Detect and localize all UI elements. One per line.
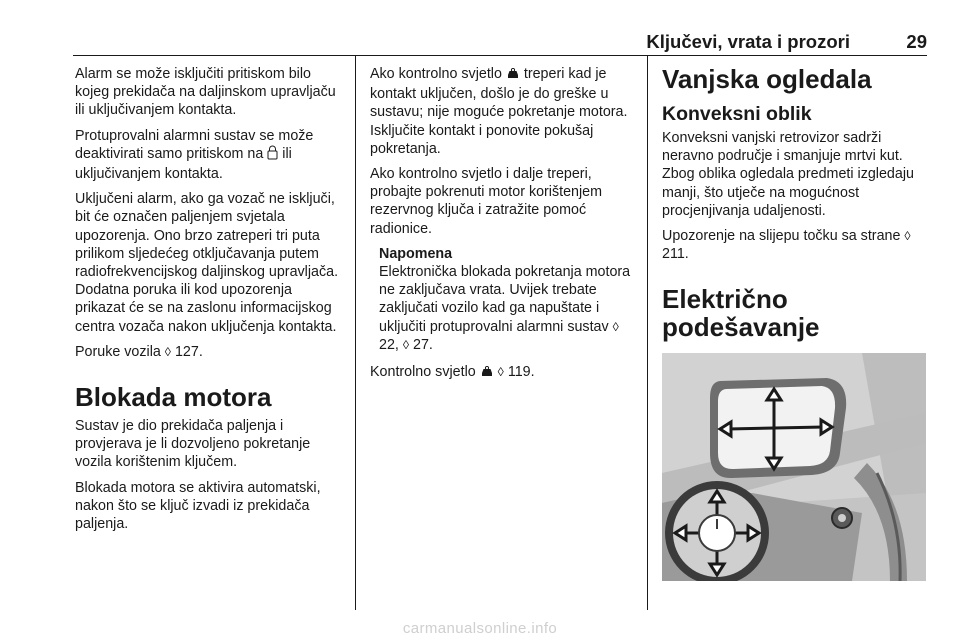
- note-title: Napomena: [379, 245, 453, 262]
- page-reference-icon: ◊: [904, 229, 911, 244]
- paragraph-alarm-triggered: Uključeni alarm, ako ga vozač ne isključi, bit će označen paljenjem svjetala upozorenja. Ono brzo zatreperi tri puta prilikom sljedećeg otključavanja putem radiofrekvencijskog daljinskog upravljača. Dodatna poruka ili kod upozorenja prikazat će se na zaslonu informacijskog centra vozača nakon uključenja kontakta.: [75, 191, 339, 335]
- paragraph-vehicle-messages: Poruke vozila ◊ 127.: [75, 343, 203, 360]
- paragraph-convex-mirror: Konveksni vanjski retrovizor sadrži neravno područje i smanjuje mrtvi kut. Zbog oblika ogledala predmeti izgledaju manji, što utječe na mogućnost procjenjivanja udaljenosti.: [662, 130, 914, 219]
- page-reference-icon: ◊: [402, 337, 410, 352]
- page-reference-link[interactable]: 119.: [507, 364, 535, 381]
- paragraph-warning-light-flash: Ako kontrolno svjetlo treperi kad je kontakt uključen, došlo je do greške u sustavu; nije moguće pokretanje motora. Isključite kontakt i ponovite pokušaj pokretanja.: [370, 66, 628, 157]
- page-reference-link[interactable]: 22,: [379, 336, 403, 353]
- paragraph-immobilizer-activation: Blokada motora se aktivira automatski, nakon što se ključ izvadi iz prekidača paljenja.: [75, 479, 321, 533]
- note-box: [370, 245, 636, 354]
- note-text: Elektronička blokada pokretanja motora ne zaključava vrata. Uvijek trebate zaključati vozilo kad ga napuštate i uključiti protuprovalni alarmni sustav ◊ 22, ◊ 27.: [379, 264, 631, 353]
- paragraph-alarm-deactivate: Protuprovalni alarmni sustav se može deaktivirati samo pritiskom na ili uključivanjem kontakta.: [75, 127, 314, 183]
- column-2: [370, 65, 636, 390]
- paragraph-blind-spot: Upozorenje na slijepu točku sa strane ◊ 211.: [662, 228, 911, 263]
- heading-exterior-mirrors: Vanjska ogledala: [662, 64, 872, 94]
- heading-electric-adjustment: Električno podešavanje: [662, 284, 820, 343]
- page-reference-icon: ◊: [497, 365, 504, 380]
- page-reference-link[interactable]: 211.: [662, 246, 689, 263]
- page-reference-link[interactable]: 27.: [413, 336, 433, 353]
- heading-engine-immobilizer: Blokada motora: [75, 382, 272, 413]
- page-header-title: Ključevi, vrata i prozori: [646, 31, 850, 52]
- column-3: [662, 65, 928, 581]
- page-reference-icon: ◊: [612, 319, 619, 334]
- heading-convex-shape: Konveksni oblik: [662, 103, 812, 125]
- column-divider-1: [355, 55, 356, 610]
- column-divider-2: [647, 55, 648, 610]
- footer-watermark: carmanualsonline.info: [402, 620, 558, 637]
- padlock-icon: [267, 145, 278, 165]
- paragraph-immobilizer-system: Sustav je dio prekidača paljenja i provjerava je li dozvoljeno pokretanje vozila korištenim ključem.: [75, 418, 311, 471]
- page-number: 29: [906, 31, 927, 52]
- car-key-icon: [480, 365, 494, 383]
- header-divider: [73, 55, 927, 56]
- mirror-adjustment-illustration: [662, 353, 926, 581]
- paragraph-control-light: Kontrolno svjetlo ◊ 119.: [370, 363, 636, 383]
- paragraph-spare-key: Ako kontrolno svjetlo i dalje treperi, probajte pokrenuti motor korištenjem rezervnog ključa i zatražite pomoć radionice.: [370, 166, 603, 237]
- paragraph-alarm-off: Alarm se može isključiti pritiskom bilo kojeg prekidača na daljinskom upravljaču ili uključivanjem kontakta.: [75, 66, 336, 119]
- column-1: [75, 65, 343, 540]
- page-reference-link[interactable]: 127.: [174, 343, 203, 360]
- car-key-icon: [506, 67, 520, 85]
- page-reference-icon: ◊: [164, 344, 171, 359]
